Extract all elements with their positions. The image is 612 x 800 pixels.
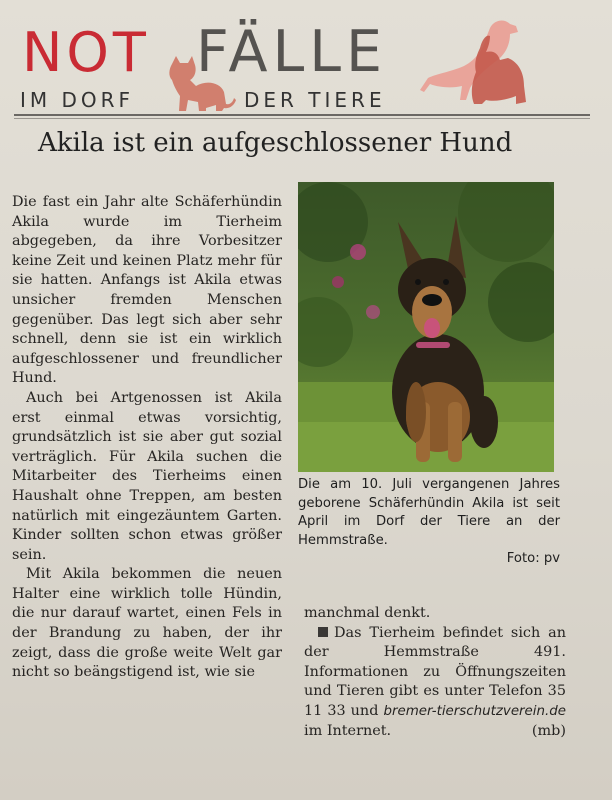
paragraph: Auch bei Artgenossen ist Akila erst einmal etwas vorsichtig, grundsätzlich ist sie aber gut sozial verträglich. Für Akila suchen die Mitarbeiter des Tierheims einen Haushalt ohne Treppen, am besten natürlich mit eingezäuntem Garten. Kinder sollten schon etwas größer sein. — [12, 389, 282, 563]
masthead-rule — [14, 114, 590, 116]
cat-silhouette-icon — [166, 56, 236, 112]
photo-credit: Foto: pv — [506, 551, 560, 567]
masthead-sub-right: DER TIERE — [244, 88, 386, 112]
author-initials: (mb) — [531, 722, 566, 739]
dog-photo — [298, 182, 554, 472]
caption-text: Die am 10. Juli vergangenen Jahres geborene Schäferhündin Akila ist seit April im Dorf der Tiere an der Hemmstraße. — [298, 477, 560, 548]
dog-rabbit-silhouette-icon — [420, 18, 532, 110]
masthead-rule-thin — [14, 118, 590, 119]
info-bullet-square — [318, 627, 328, 637]
article-column-2 — [304, 604, 566, 741]
masthead-faelle: FÄLLE — [196, 19, 388, 85]
paragraph — [304, 624, 566, 742]
info-text-end: im Internet. — [304, 722, 392, 739]
info-text: Das Tierheim befindet sich an der Hemmstraße 491. Informationen zu Öffnungszeiten und Tieren gibt es unter Telefon 35 11 33 und — [304, 624, 566, 719]
photo-caption — [298, 476, 560, 569]
article-column-1 — [12, 193, 282, 683]
website-link: bremer-tierschutzverein.de — [383, 703, 566, 719]
article-headline: Akila ist ein aufgeschlossener Hund — [38, 128, 513, 158]
paragraph: manchmal denkt. — [304, 605, 431, 621]
paragraph: Die fast ein Jahr alte Schäferhündin Akila wurde im Tierheim abgegeben, da ihre Vorbesitzer keine Zeit und keinen Platz mehr für sie hatten. Anfangs ist Akila etwas unsicher fremden Menschen gegenüber. Das legt sich aber sehr schnell, denn sie ist ein wirklich aufgeschlossener und freundlicher Hund. — [12, 194, 282, 387]
masthead-sub-left: IM DORF — [20, 88, 135, 112]
masthead-not: NOT — [22, 21, 150, 84]
paragraph: Mit Akila bekommen die neuen Halter eine wirklich tolle Hündin, die nur darauf wartet, einen Fels in der Brandung zu haben, der ihr zeigt, dass die große weite Welt gar nicht so beängstigend ist, wie sie — [12, 566, 282, 681]
